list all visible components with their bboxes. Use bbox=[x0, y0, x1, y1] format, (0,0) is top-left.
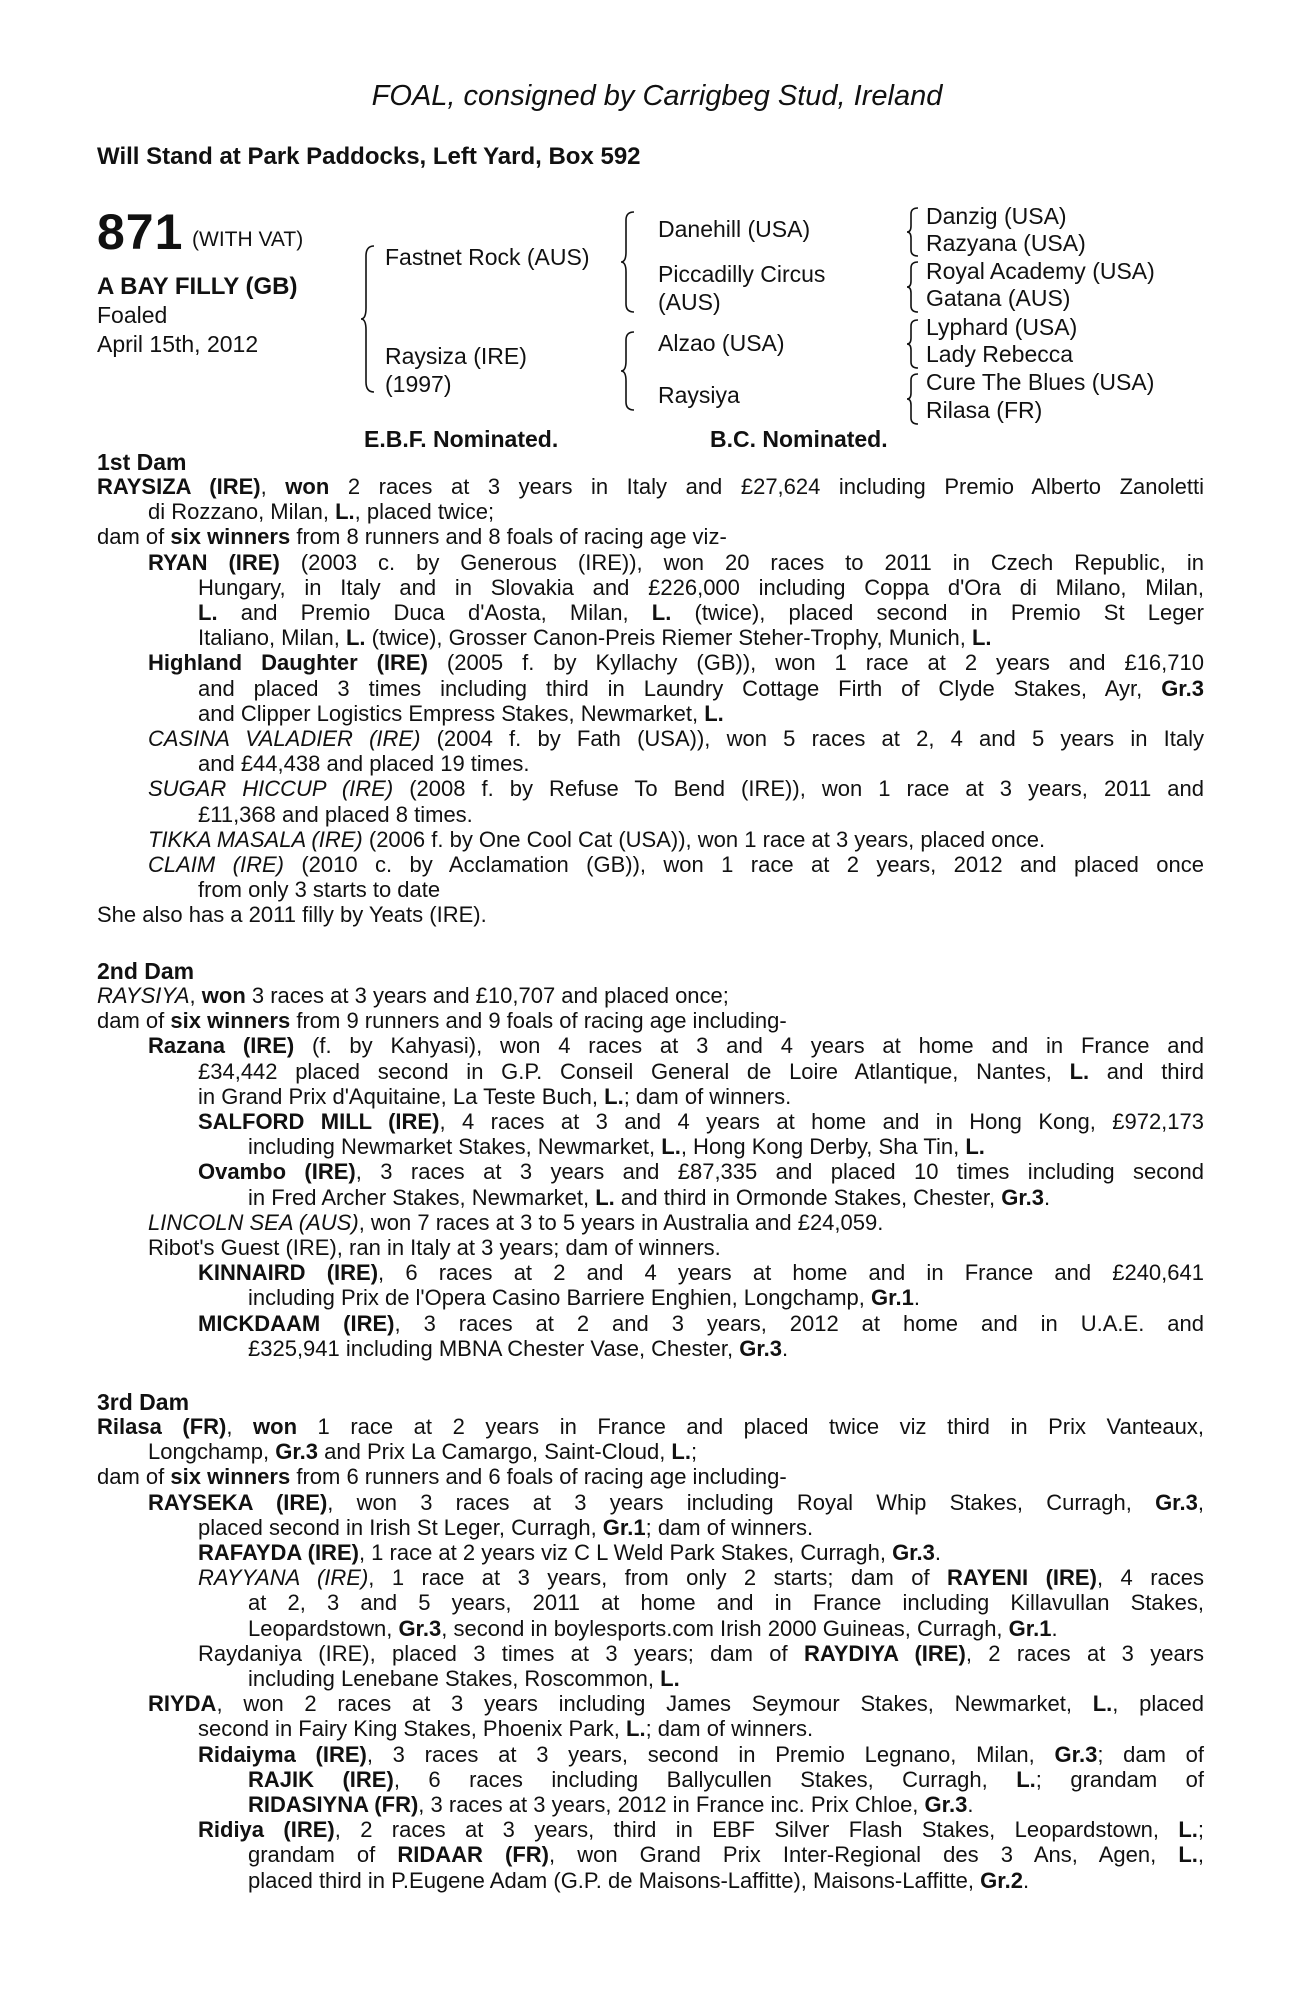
text-run: Ribot's Guest (IRE), ran in Italy at 3 years; dam of winners. bbox=[148, 1235, 721, 1260]
text-run: , placed twice; bbox=[354, 499, 495, 525]
second-dam-line bbox=[198, 1311, 1204, 1337]
second-dam-line bbox=[198, 1159, 1204, 1185]
third-dam-line bbox=[198, 1515, 813, 1541]
third-dam-line bbox=[148, 1490, 1204, 1516]
text-run: (twice), Grosser Canon-Preis Riemer Steher-Trophy, Munich, bbox=[365, 625, 972, 651]
third-dam-line bbox=[198, 1641, 1204, 1667]
text-run: L. bbox=[345, 625, 366, 651]
text-run: RAYSIZA (IRE) bbox=[97, 474, 261, 499]
text-run: , 3 races at 3 years, second in Premio Legnano, Milan, bbox=[366, 1741, 1055, 1767]
second-dam-line bbox=[198, 1084, 791, 1110]
second-dam-heading: 2nd Dam bbox=[97, 958, 195, 984]
text-run: L. bbox=[626, 1716, 646, 1742]
third-dam-line bbox=[148, 1691, 1204, 1717]
text-run: Rilasa (FR) bbox=[97, 1414, 227, 1439]
text-run: Gr.1 bbox=[602, 1514, 646, 1540]
text-run: , won 3 races at 3 years including Royal Whip Stakes, Curragh, bbox=[327, 1489, 1156, 1515]
lot-number: 871 bbox=[97, 204, 184, 260]
text-run: RYAN (IRE) bbox=[148, 549, 280, 575]
text-run: Razana (IRE) bbox=[148, 1033, 295, 1059]
text-run: L. bbox=[661, 1134, 681, 1160]
text-run: L. bbox=[1178, 1817, 1198, 1843]
pedigree-dsd: Lady Rebecca bbox=[926, 341, 1074, 367]
first-dam-line bbox=[148, 852, 1204, 878]
text-run: L. bbox=[1069, 1058, 1090, 1084]
text-run: Italiano, Milan, bbox=[198, 625, 346, 651]
text-run: ; dam of winners. bbox=[623, 1083, 792, 1109]
text-run: , placed bbox=[1112, 1691, 1204, 1717]
text-run: di Rozzano, Milan, bbox=[148, 499, 336, 525]
text-run: , 3 races at 3 years and £87,335 and placed 10 times including second bbox=[355, 1159, 1204, 1185]
text-run: Ovambo (IRE) bbox=[198, 1159, 356, 1185]
text-run: Raydaniya (IRE), placed 3 times at 3 years; dam of bbox=[198, 1640, 804, 1666]
text-run: from only 3 starts to date bbox=[198, 877, 441, 903]
third-dam-line bbox=[198, 1716, 813, 1742]
text-run: , 2 races at 3 years, third in EBF Silver Flash Stakes, Leopardstown, bbox=[334, 1817, 1179, 1843]
second-dam-line bbox=[148, 1210, 883, 1236]
text-run: six winners bbox=[170, 1008, 291, 1034]
text-run: grandam of bbox=[248, 1842, 398, 1868]
text-run: , 6 races at 2 and 4 years at home and in France and £240,641 bbox=[378, 1260, 1204, 1286]
pedigree-brace-danehill bbox=[906, 206, 920, 258]
second-dam-line bbox=[248, 1134, 985, 1160]
text-run: Gr.1 bbox=[871, 1285, 914, 1311]
text-run: , 3 races at 2 and 3 years, 2012 at home and in U.A.E. and bbox=[394, 1310, 1204, 1336]
text-run: , bbox=[1197, 1489, 1204, 1515]
text-run: from 8 runners and 8 foals of racing age viz- bbox=[290, 524, 727, 550]
text-run: , bbox=[226, 1414, 254, 1439]
text-run: KINNAIRD (IRE) bbox=[198, 1260, 379, 1286]
first-dam-line bbox=[198, 701, 724, 727]
pedigree-brace-dam-line bbox=[620, 330, 636, 412]
text-run: RAFAYDA (IRE) bbox=[198, 1540, 359, 1565]
third-dam-line bbox=[148, 1439, 697, 1465]
text-run: , won 2 races at 3 years including James Seymour Stakes, Newmarket, bbox=[216, 1691, 1093, 1717]
text-run: in Fred Archer Stakes, Newmarket, bbox=[248, 1184, 596, 1210]
text-run: dam of bbox=[97, 524, 171, 550]
text-run: L. bbox=[198, 600, 218, 625]
text-run: six winners bbox=[170, 1464, 291, 1490]
text-run: SUGAR HICCUP (IRE) bbox=[148, 776, 394, 802]
text-run: Leopardstown, bbox=[248, 1615, 399, 1641]
stand-location: Will Stand at Park Paddocks, Left Yard, Box 592 bbox=[97, 143, 641, 170]
pedigree-sire: Fastnet Rock (AUS) bbox=[385, 244, 590, 270]
text-run: ; dam of bbox=[1097, 1741, 1204, 1767]
text-run: won bbox=[285, 474, 330, 499]
pedigree-dam-sire: Alzao (USA) bbox=[658, 330, 785, 356]
pedigree-sss: Danzig (USA) bbox=[926, 203, 1067, 229]
third-dam-line bbox=[97, 1414, 1204, 1440]
text-run: Gr.3 bbox=[398, 1615, 442, 1641]
pedigree-sire-dam-country: (AUS) bbox=[658, 289, 721, 315]
text-run: . bbox=[934, 1540, 941, 1565]
text-run: Gr.2 bbox=[980, 1867, 1023, 1893]
text-run: and third bbox=[1089, 1058, 1204, 1084]
text-run: . bbox=[1044, 1184, 1051, 1210]
text-run: CASINA VALADIER (IRE) bbox=[148, 726, 421, 751]
text-run: (f. by Kahyasi), won 4 races at 3 and 4 years at home and in France and bbox=[294, 1033, 1204, 1059]
pedigree-brace-generation-1 bbox=[360, 244, 376, 394]
third-dam-line bbox=[198, 1540, 941, 1566]
third-dam-heading: 3rd Dam bbox=[97, 1389, 190, 1415]
text-run: placed third in P.Eugene Adam (G.P. de Maisons-Laffitte), Maisons-Laffitte, bbox=[248, 1867, 981, 1893]
pedigree-dds: Cure The Blues (USA) bbox=[926, 369, 1155, 395]
text-run: , 2 races at 3 years bbox=[965, 1640, 1205, 1666]
pedigree-sds: Royal Academy (USA) bbox=[926, 258, 1155, 284]
text-run: (2008 f. by Refuse To Bend (IRE)), won 1 race at 3 years, 2011 and bbox=[393, 776, 1204, 802]
text-run: L. bbox=[335, 499, 355, 525]
text-run: , won 7 races at 3 to 5 years in Australia and £24,059. bbox=[358, 1209, 884, 1235]
text-run: L. bbox=[965, 1134, 985, 1160]
text-run: in Grand Prix d'Aquitaine, La Teste Buch, bbox=[198, 1083, 605, 1109]
text-run: (2010 c. by Acclamation (GB)), won 1 race at 2 years, 2012 and placed once bbox=[283, 852, 1204, 877]
text-run: , bbox=[260, 474, 286, 499]
text-run: and Prix La Camargo, Saint-Cloud, bbox=[318, 1439, 672, 1465]
second-dam-line bbox=[198, 1109, 1204, 1135]
lot-name: A BAY FILLY (GB) bbox=[97, 273, 298, 300]
text-run: placed second in Irish St Leger, Curragh, bbox=[198, 1514, 603, 1540]
pedigree-sire-sire: Danehill (USA) bbox=[658, 216, 811, 242]
text-run: RAYDIYA (IRE) bbox=[803, 1640, 966, 1666]
text-run: . bbox=[967, 1792, 974, 1817]
text-run: SALFORD MILL (IRE) bbox=[198, 1109, 440, 1134]
foaled-date: April 15th, 2012 bbox=[97, 331, 259, 357]
second-dam-line bbox=[148, 1235, 721, 1261]
text-run: . bbox=[782, 1335, 789, 1361]
text-run: , won Grand Prix Inter-Regional des 3 Ans, Agen, bbox=[549, 1842, 1179, 1868]
text-run: Ridaiyma (IRE) bbox=[198, 1741, 367, 1767]
text-run: Gr.3 bbox=[1155, 1489, 1198, 1515]
text-run: ; bbox=[690, 1439, 698, 1465]
text-run: RIDAAR (FR) bbox=[397, 1842, 549, 1868]
third-dam-line bbox=[198, 1817, 1204, 1843]
first-dam-line bbox=[198, 751, 529, 777]
text-run: (2006 f. by One Cool Cat (USA)), won 1 race at 3 years, placed once. bbox=[362, 826, 1046, 852]
pedigree-dam: Raysiza (IRE) bbox=[385, 343, 527, 369]
second-dam-line bbox=[97, 1008, 787, 1034]
text-run: 2 races at 3 years in Italy and £27,624 including Premio Alberto Zanoletti bbox=[329, 474, 1204, 499]
pedigree-brace-piccadilly bbox=[906, 260, 920, 314]
text-run: (twice), placed second in Premio St Leger bbox=[671, 600, 1204, 625]
text-run: from 6 runners and 6 foals of racing age including- bbox=[290, 1464, 787, 1490]
text-run: won bbox=[201, 983, 246, 1008]
text-run: RAJIK (IRE) bbox=[248, 1766, 394, 1792]
first-dam-line bbox=[97, 524, 727, 550]
third-dam-line bbox=[248, 1767, 1204, 1793]
first-dam-line bbox=[198, 676, 1204, 702]
text-run: Longchamp, bbox=[148, 1439, 276, 1465]
text-run: Gr.3 bbox=[1161, 675, 1204, 701]
text-run: . bbox=[913, 1285, 920, 1311]
third-dam-line bbox=[97, 1464, 787, 1490]
text-run: Gr.3 bbox=[892, 1540, 935, 1565]
first-dam-line bbox=[148, 776, 1204, 802]
text-run: RAYSEKA (IRE) bbox=[148, 1489, 328, 1515]
text-run: , 4 races at 3 and 4 years at home and in Hong Kong, £972,173 bbox=[439, 1109, 1205, 1134]
text-run: Gr.3 bbox=[924, 1792, 968, 1817]
text-run: dam of bbox=[97, 1464, 171, 1490]
third-dam-line bbox=[248, 1616, 1058, 1642]
text-run: , 1 race at 2 years viz C L Weld Park Stakes, Curragh, bbox=[358, 1540, 893, 1565]
first-dam-line bbox=[198, 802, 473, 828]
text-run: , 1 race at 3 years, from only 2 starts; dam of bbox=[368, 1565, 948, 1591]
pedigree-sire-dam: Piccadilly Circus bbox=[658, 261, 826, 287]
text-run: Ridiya (IRE) bbox=[198, 1817, 335, 1843]
text-run: Highland Daughter (IRE) bbox=[148, 650, 428, 676]
first-dam-line bbox=[148, 827, 1045, 853]
pedigree-sdd: Gatana (AUS) bbox=[926, 285, 1071, 311]
foaled-label: Foaled bbox=[97, 302, 168, 328]
second-dam-line bbox=[248, 1336, 788, 1362]
text-run: at 2, 3 and 5 years, 2011 at home and in France including Killavullan Stakes, bbox=[248, 1590, 1204, 1616]
pedigree-dam-year: (1997) bbox=[385, 371, 452, 397]
text-run: . bbox=[1022, 1867, 1030, 1893]
text-run: second in Fairy King Stakes, Phoenix Park, bbox=[198, 1716, 626, 1742]
pedigree-ddd: Rilasa (FR) bbox=[926, 397, 1043, 423]
pedigree-dam-dam: Raysiya bbox=[658, 382, 740, 408]
second-dam-line bbox=[148, 1033, 1204, 1059]
text-run: L. bbox=[651, 600, 672, 625]
text-run: She also has a 2011 filly by Yeats (IRE). bbox=[97, 902, 487, 928]
second-dam-line bbox=[97, 983, 729, 1009]
text-run: RIYDA bbox=[148, 1691, 217, 1717]
third-dam-line bbox=[248, 1842, 1204, 1868]
text-run: ; dam of winners. bbox=[645, 1716, 814, 1742]
text-run: ; dam of winners. bbox=[645, 1514, 814, 1540]
first-dam-line bbox=[148, 726, 1204, 752]
text-run: won bbox=[253, 1414, 298, 1439]
pedigree-dss: Lyphard (USA) bbox=[926, 314, 1078, 340]
text-run: L. bbox=[1016, 1766, 1036, 1792]
text-run: (2005 f. by Kyllachy (GB)), won 1 race at 2 years and £16,710 bbox=[427, 650, 1204, 676]
text-run: (2003 c. by Generous (IRE)), won 20 races to 2011 in Czech Republic, in bbox=[279, 549, 1205, 575]
consignment-line: FOAL, consigned by Carrigbeg Stud, Ireland bbox=[371, 80, 943, 112]
text-run: LINCOLN SEA (AUS) bbox=[148, 1209, 359, 1235]
text-run: RIDASIYNA (FR) bbox=[248, 1792, 419, 1817]
first-dam-line bbox=[97, 474, 1204, 500]
text-run: including Newmarket Stakes, Newmarket, bbox=[248, 1134, 662, 1160]
text-run: and £44,438 and placed 19 times. bbox=[198, 751, 530, 777]
bc-nominated: B.C. Nominated. bbox=[710, 426, 888, 452]
text-run: , 3 races at 3 years, 2012 in France inc. Prix Chloe, bbox=[418, 1792, 925, 1817]
text-run: £325,941 including MBNA Chester Vase, Chester, bbox=[248, 1335, 740, 1361]
pedigree-ssd: Razyana (USA) bbox=[926, 230, 1086, 256]
second-dam-line bbox=[198, 1260, 1204, 1286]
text-run: , Hong Kong Derby, Sha Tin, bbox=[680, 1134, 966, 1160]
text-run: Gr.3 bbox=[275, 1439, 319, 1465]
text-run: , second in boylesports.com Irish 2000 Guineas, Curragh, bbox=[441, 1615, 1009, 1641]
third-dam-line bbox=[248, 1590, 1204, 1616]
text-run: ; grandam of bbox=[1035, 1766, 1205, 1792]
text-run: L. bbox=[671, 1439, 691, 1465]
text-run: L. bbox=[595, 1184, 615, 1210]
third-dam-line bbox=[248, 1868, 1029, 1894]
ebf-nominated: E.B.F. Nominated. bbox=[364, 426, 559, 452]
first-dam-line bbox=[148, 550, 1204, 576]
text-run: TIKKA MASALA (IRE) bbox=[148, 826, 363, 852]
text-run: and placed 3 times including third in Laundry Cottage Firth of Clyde Stakes, Ayr, bbox=[198, 675, 1162, 701]
text-run: L. bbox=[704, 700, 724, 726]
first-dam-line bbox=[148, 499, 494, 525]
pedigree-brace-alzao bbox=[906, 318, 920, 370]
text-run: RAYSIYA bbox=[97, 983, 190, 1008]
pedigree-brace-raysiya bbox=[906, 372, 920, 426]
text-run: L. bbox=[971, 625, 992, 651]
text-run: £11,368 and placed 8 times. bbox=[198, 801, 473, 827]
text-run: L. bbox=[660, 1666, 680, 1691]
text-run: 1 race at 2 years in France and placed twice viz third in Prix Vanteaux, bbox=[297, 1414, 1204, 1439]
third-dam-line bbox=[198, 1742, 1204, 1768]
third-dam-line bbox=[248, 1666, 680, 1692]
text-run: Gr.3 bbox=[1054, 1741, 1098, 1767]
text-run: L. bbox=[604, 1083, 624, 1109]
text-run: , 4 races bbox=[1096, 1565, 1204, 1591]
second-dam-line bbox=[248, 1185, 1050, 1211]
text-run: MICKDAAM (IRE) bbox=[198, 1310, 395, 1336]
text-run: , bbox=[189, 983, 202, 1008]
text-run: including Prix de l'Opera Casino Barriere Enghien, Longchamp, bbox=[248, 1285, 871, 1311]
third-dam-line bbox=[198, 1565, 1204, 1591]
vat-label: (WITH VAT) bbox=[192, 228, 304, 251]
text-run: and third in Ormonde Stakes, Chester, bbox=[614, 1184, 1002, 1210]
text-run: Gr.3 bbox=[1001, 1184, 1045, 1210]
text-run: (2004 f. by Fath (USA)), won 5 races at 2, 4 and 5 years in Italy bbox=[420, 726, 1205, 751]
text-run: 3 races at 3 years and £10,707 and placed once; bbox=[245, 983, 729, 1008]
text-run: L. bbox=[1178, 1842, 1198, 1868]
text-run: Gr.1 bbox=[1008, 1615, 1052, 1641]
text-run: £34,442 placed second in G.P. Conseil General de Loire Atlantique, Nantes, bbox=[198, 1058, 1070, 1084]
text-run: including Lenebane Stakes, Roscommon, bbox=[248, 1666, 661, 1691]
second-dam-line bbox=[198, 1059, 1204, 1085]
text-run: RAYENI (IRE) bbox=[947, 1565, 1097, 1591]
text-run: RAYYANA (IRE) bbox=[198, 1565, 369, 1591]
text-run: , 6 races including Ballycullen Stakes, Curragh, bbox=[393, 1766, 1017, 1792]
pedigree-brace-sire-line bbox=[620, 210, 636, 314]
first-dam-line bbox=[198, 625, 992, 651]
first-dam-line bbox=[148, 650, 1204, 676]
text-run: L. bbox=[1092, 1691, 1113, 1717]
text-run: and Premio Duca d'Aosta, Milan, bbox=[217, 600, 652, 625]
text-run: from 9 runners and 9 foals of racing age including- bbox=[290, 1008, 787, 1034]
text-run: Gr.3 bbox=[739, 1335, 783, 1361]
text-run: CLAIM (IRE) bbox=[148, 852, 284, 877]
text-run: . bbox=[1051, 1615, 1058, 1641]
text-run: and Clipper Logistics Empress Stakes, Newmarket, bbox=[198, 700, 705, 726]
second-dam-line bbox=[248, 1285, 920, 1311]
first-dam-line bbox=[97, 902, 487, 928]
text-run: , bbox=[1197, 1842, 1204, 1868]
text-run: Hungary, in Italy and in Slovakia and £226,000 including Coppa d'Ora di Milano, Milan, bbox=[198, 574, 1204, 600]
first-dam-line bbox=[198, 877, 440, 903]
text-run: ; bbox=[1197, 1817, 1204, 1843]
third-dam-line bbox=[248, 1792, 973, 1818]
text-run: six winners bbox=[170, 524, 291, 550]
first-dam-heading: 1st Dam bbox=[97, 449, 187, 475]
first-dam-line bbox=[198, 575, 1204, 601]
text-run: dam of bbox=[97, 1008, 171, 1034]
first-dam-line bbox=[198, 600, 1204, 626]
